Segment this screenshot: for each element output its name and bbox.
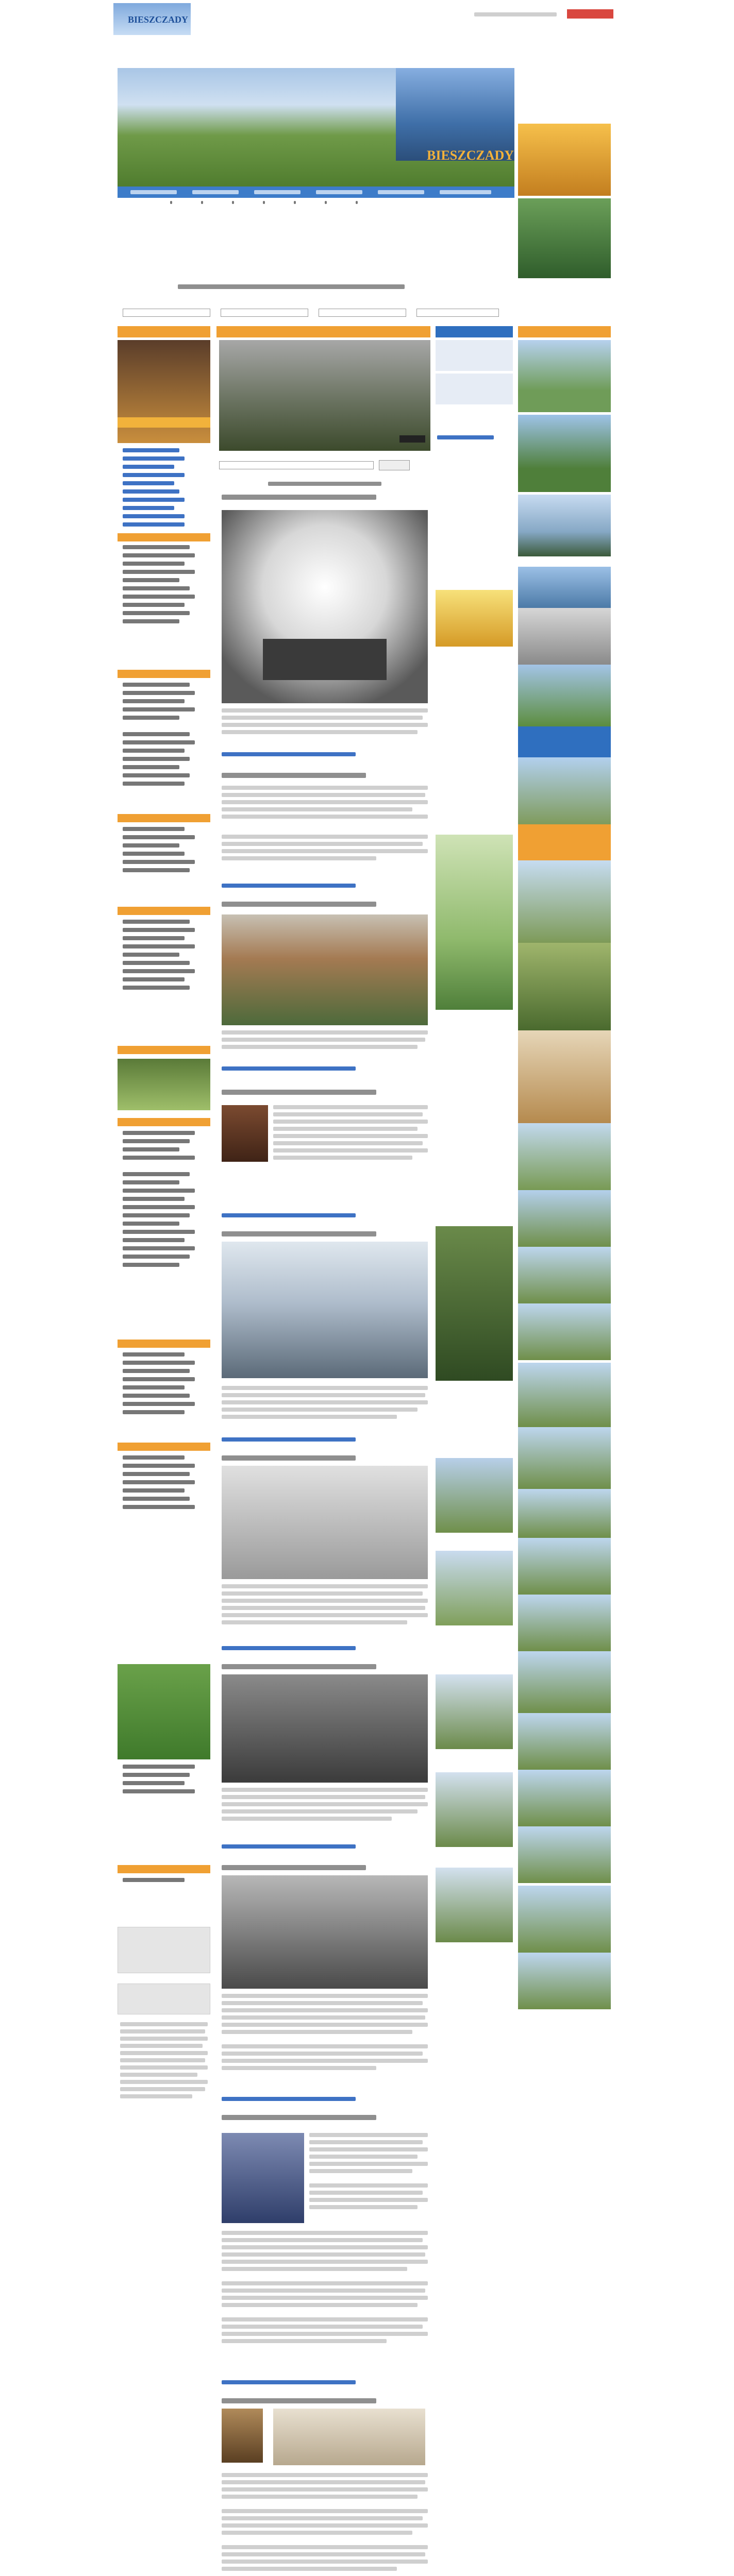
article-3-more[interactable] — [222, 1066, 356, 1071]
banner-title: BIESZCZADY — [427, 148, 514, 163]
article-4-title[interactable] — [222, 1090, 376, 1095]
ad-right-22[interactable] — [518, 1826, 611, 1883]
ad-house-1[interactable] — [518, 340, 611, 412]
article-1-title[interactable] — [222, 495, 376, 500]
article-9-title[interactable] — [222, 2115, 376, 2120]
select-region[interactable] — [123, 309, 210, 317]
article-5-text — [222, 1386, 428, 1432]
search-input[interactable] — [219, 461, 374, 469]
left-nav-list-8 — [118, 1455, 210, 1528]
article-3-title[interactable] — [222, 902, 376, 907]
article-7-more[interactable] — [222, 1844, 356, 1849]
left-bar-7 — [118, 1118, 210, 1126]
ad-mini-2[interactable] — [436, 374, 513, 404]
nav-item[interactable] — [254, 190, 301, 194]
banner-photo-right — [396, 68, 514, 161]
article-1-image[interactable] — [222, 510, 428, 703]
ad-right-6[interactable] — [518, 824, 611, 860]
ad-right-18[interactable] — [518, 1595, 611, 1651]
ad-mini-1[interactable] — [436, 340, 513, 371]
ad-house-3[interactable] — [518, 495, 611, 556]
ad-gory[interactable] — [436, 1226, 513, 1381]
ad-right-15[interactable] — [518, 1427, 611, 1489]
noclegi-promo[interactable] — [118, 340, 210, 443]
left-bar-8 — [118, 1340, 210, 1348]
ad-right-23[interactable] — [518, 1886, 611, 1953]
article-10-text — [222, 2473, 428, 2576]
left-nav-item[interactable] — [123, 481, 174, 485]
promo-stripe — [118, 417, 210, 428]
article-2-more[interactable] — [222, 884, 356, 888]
ad-ewka[interactable] — [436, 590, 513, 647]
right-section-bar — [436, 326, 513, 337]
nav-item[interactable] — [192, 190, 239, 194]
logo-text: BIESZCZADY — [128, 14, 189, 25]
article-9-image[interactable] — [222, 2133, 304, 2223]
article-9-text-b — [222, 2231, 428, 2370]
slideshow-controls[interactable] — [399, 435, 425, 443]
article-6-text — [222, 1584, 428, 1641]
ad-right-8[interactable] — [518, 943, 611, 1030]
ad-right-1[interactable] — [518, 567, 611, 608]
top-bar — [113, 0, 619, 49]
ad-cottage-2[interactable] — [436, 1551, 513, 1625]
article-8-image[interactable] — [222, 1875, 428, 1989]
article-5-title[interactable] — [222, 1231, 376, 1236]
left-nav-list-3 — [118, 683, 210, 817]
left-text-block — [118, 2022, 210, 2120]
ad-right-4[interactable] — [518, 726, 611, 757]
article-9-text — [309, 2133, 428, 2236]
article-3-image[interactable] — [222, 914, 428, 1025]
left-promo-photo[interactable] — [118, 1059, 210, 1110]
left-contact — [118, 1878, 210, 1899]
left-logo-box-1[interactable] — [118, 1927, 210, 1973]
site-logo[interactable] — [113, 3, 191, 35]
featured-slideshow[interactable] — [219, 340, 430, 451]
left-bar-9 — [118, 1443, 210, 1451]
ad-right-24[interactable] — [518, 1953, 611, 2009]
select-place[interactable] — [319, 309, 406, 317]
left-section-bar — [118, 326, 210, 337]
left-nav-list-2 — [118, 545, 210, 638]
search-box — [219, 456, 430, 477]
ad-cottage-5[interactable] — [436, 1868, 513, 1942]
left-bar-10 — [118, 1865, 210, 1873]
article-2-title[interactable] — [222, 773, 366, 778]
article-2-text — [222, 786, 428, 832]
article-5-image[interactable] — [222, 1242, 428, 1378]
article-3-text — [222, 1030, 428, 1061]
article-2-text-b — [222, 835, 428, 876]
left-nav-list-6 — [118, 1131, 210, 1311]
left-nav-item[interactable] — [123, 514, 185, 518]
nav-item[interactable] — [378, 190, 424, 194]
ad-hotel-2[interactable] — [518, 198, 611, 278]
ad-map[interactable] — [436, 835, 513, 1010]
ad-right-12[interactable] — [518, 1247, 611, 1303]
left-nav-item[interactable] — [123, 489, 179, 494]
left-bar-4 — [118, 814, 210, 822]
nav-item[interactable] — [130, 190, 177, 194]
article-4-image[interactable] — [222, 1105, 268, 1162]
left-nav-item[interactable] — [123, 506, 174, 510]
left-nav-item[interactable] — [123, 473, 185, 477]
ad-right-10[interactable] — [518, 1123, 611, 1190]
left-nav-item[interactable] — [123, 448, 179, 452]
select-type[interactable] — [221, 309, 308, 317]
ad-cottage-1[interactable] — [436, 1458, 513, 1533]
sklep-promo[interactable] — [118, 1664, 210, 1759]
ad-cottage-4[interactable] — [436, 1772, 513, 1847]
ad-right-11[interactable] — [518, 1190, 611, 1247]
left-bar-5 — [118, 907, 210, 915]
select-extra[interactable] — [416, 309, 499, 317]
ad-right-13[interactable] — [518, 1303, 611, 1360]
search-row — [118, 301, 514, 322]
article-8-title[interactable] — [222, 1865, 366, 1870]
left-nav-item[interactable] — [123, 498, 185, 502]
ad-right-14[interactable] — [518, 1363, 611, 1427]
right-links[interactable] — [437, 435, 494, 439]
article-4-text — [273, 1105, 428, 1208]
nav-item[interactable] — [440, 190, 491, 194]
article-7-image[interactable] — [222, 1674, 428, 1783]
ad-right-3[interactable] — [518, 665, 611, 726]
article-4-more[interactable] — [222, 1213, 356, 1217]
article-8-more[interactable] — [222, 2097, 356, 2101]
ad-right-9[interactable] — [518, 1030, 611, 1123]
nav-dots — [170, 201, 459, 206]
left-bar-6 — [118, 1046, 210, 1054]
farright-section-bar — [518, 326, 611, 337]
ad-right-19[interactable] — [518, 1651, 611, 1713]
article-6-more[interactable] — [222, 1646, 356, 1650]
article-10-banner[interactable] — [273, 2409, 425, 2465]
pagination-top[interactable] — [268, 482, 381, 486]
main-nav — [118, 187, 514, 198]
search-button[interactable] — [379, 460, 410, 470]
article-8-text — [222, 1994, 428, 2087]
ad-right-17[interactable] — [518, 1538, 611, 1595]
left-nav-list-4 — [118, 827, 210, 899]
header-banner — [118, 68, 514, 191]
article-1-more[interactable] — [222, 752, 356, 756]
article-1-image-band — [263, 639, 387, 680]
nav-item[interactable] — [316, 190, 362, 194]
tagline — [178, 284, 405, 289]
left-bar-2 — [118, 533, 210, 541]
article-7-title[interactable] — [222, 1664, 376, 1669]
article-10-image[interactable] — [222, 2409, 263, 2463]
top-link[interactable] — [474, 12, 557, 16]
ad-hotel-1[interactable] — [518, 124, 611, 196]
left-nav-item[interactable] — [123, 522, 185, 527]
left-bar-3 — [118, 670, 210, 678]
ad-right-20[interactable] — [518, 1713, 611, 1770]
left-nav-list-7 — [118, 1352, 210, 1425]
article-5-more[interactable] — [222, 1437, 356, 1442]
left-logo-box-2[interactable] — [118, 1984, 210, 2014]
ad-house-2[interactable] — [518, 415, 611, 492]
ad-right-5[interactable] — [518, 757, 611, 824]
ad-cottage-3[interactable] — [436, 1674, 513, 1749]
article-6-image[interactable] — [222, 1466, 428, 1579]
article-1-text — [222, 708, 428, 750]
left-nav-item[interactable] — [123, 456, 185, 461]
left-nav-list-1 — [118, 448, 210, 531]
left-nav-item[interactable] — [123, 465, 174, 469]
ad-right-7[interactable] — [518, 860, 611, 943]
center-section-bar — [216, 326, 430, 337]
ad-right-21[interactable] — [518, 1770, 611, 1826]
left-nav-list-9 — [118, 1765, 210, 1801]
article-6-title[interactable] — [222, 1455, 356, 1461]
ad-right-16[interactable] — [518, 1489, 611, 1538]
left-nav-list-5 — [118, 920, 210, 1054]
article-9-more[interactable] — [222, 2380, 356, 2384]
article-10-title[interactable] — [222, 2398, 376, 2403]
partner-badge[interactable] — [567, 9, 613, 19]
ad-right-2[interactable] — [518, 608, 611, 665]
article-7-text — [222, 1788, 428, 1834]
